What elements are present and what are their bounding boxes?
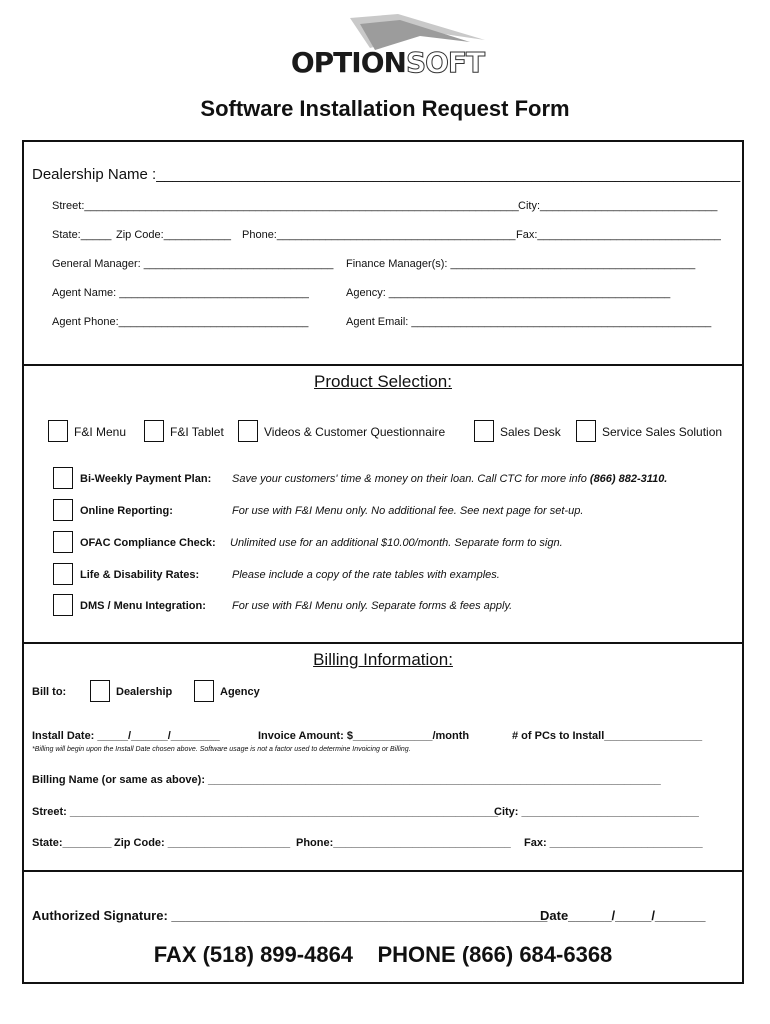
biweekly-desc — [232, 473, 667, 485]
bill-dealership-label: Dealership — [116, 686, 173, 698]
phone-number: PHONE (866) 684-6368 — [377, 942, 613, 967]
general-manager-field[interactable]: General Manager: _______________________________ — [52, 258, 334, 270]
authorized-signature-field[interactable]: Authorized Signature: ____________________________________________________ — [32, 908, 548, 923]
product-selection-heading: Product Selection: — [314, 372, 452, 391]
pcs-install-field[interactable]: # of PCs to Install________________ — [512, 730, 703, 742]
billing-heading: Billing Information: — [313, 650, 453, 669]
dealership-name-field[interactable]: Dealership Name :______________________________________________________________________ — [32, 166, 741, 183]
fi-tablet-checkbox[interactable] — [144, 420, 164, 442]
billing-note: *Billing will begin upon the Install Date chosen above. Software usage is not a factor used to determine Invoicing or Billing. — [32, 746, 411, 753]
bill-to-label: Bill to: — [32, 686, 67, 698]
billing-section — [22, 642, 744, 872]
fi-menu-label: F&I Menu — [74, 425, 127, 439]
fi-tablet-label: F&I Tablet — [170, 425, 224, 439]
agency-field[interactable]: Agency: ______________________________________________ — [346, 287, 671, 299]
fax-field[interactable]: Fax:______________________________ — [516, 229, 721, 241]
online-reporting-desc: For use with F&I Menu only. No additional fee. See next page for set-up. — [232, 505, 584, 517]
optionsoft-logo — [280, 10, 495, 82]
product-selection-section — [22, 364, 744, 644]
finance-manager-field[interactable]: Finance Manager(s): ________________________________________ — [346, 258, 696, 270]
phone-field[interactable]: Phone:_______________________________________ — [242, 229, 516, 241]
billing-street-field[interactable]: Street: ______________________________________________________________________ — [32, 806, 499, 818]
signature-section — [22, 870, 744, 984]
city-field[interactable]: City:_____________________________ — [518, 200, 718, 212]
form-title: Software Installation Request Form — [200, 96, 570, 121]
dms-integration-desc: For use with F&I Menu only. Separate forms & fees apply. — [232, 600, 513, 612]
life-disability-desc: Please include a copy of the rate tables with examples. — [232, 569, 500, 581]
ofac-label: OFAC Compliance Check: — [80, 537, 216, 549]
life-disability-checkbox[interactable] — [53, 563, 73, 585]
state-field[interactable]: State:_____ — [52, 229, 112, 241]
ofac-checkbox[interactable] — [53, 531, 73, 553]
ofac-desc: Unlimited use for an additional $10.00/month. Separate form to sign. — [230, 537, 563, 549]
dealer-info-section — [22, 140, 744, 366]
service-sales-label: Service Sales Solution — [602, 425, 723, 439]
contact-line — [24, 942, 742, 968]
biweekly-label: Bi-Weekly Payment Plan: — [80, 473, 212, 485]
sales-desk-checkbox[interactable] — [474, 420, 494, 442]
biweekly-checkbox[interactable] — [53, 467, 73, 489]
dms-integration-label: DMS / Menu Integration: — [80, 600, 206, 612]
dms-integration-checkbox[interactable] — [53, 594, 73, 616]
bill-agency-checkbox[interactable] — [194, 680, 214, 702]
logo-wordmark — [280, 46, 495, 79]
agent-name-field[interactable]: Agent Name: _______________________________ — [52, 287, 309, 299]
bill-dealership-checkbox[interactable] — [90, 680, 110, 702]
online-reporting-checkbox[interactable] — [53, 499, 73, 521]
billing-city-field[interactable]: City: _____________________________ — [494, 806, 699, 818]
billing-name-field[interactable]: Billing Name (or same as above): __________________________________________________________________________ — [32, 774, 661, 786]
online-reporting-label: Online Reporting: — [80, 505, 173, 517]
install-date-field[interactable]: Install Date: _____/______/________ — [32, 730, 220, 742]
life-disability-label: Life & Disability Rates: — [80, 569, 200, 581]
fi-menu-checkbox[interactable] — [48, 420, 68, 442]
agent-phone-field[interactable]: Agent Phone:_______________________________ — [52, 316, 309, 328]
ctc-phone: (866) 882-3110. — [589, 473, 668, 485]
logo-brand-b: SOFT — [405, 46, 485, 79]
street-field[interactable]: Street:_______________________________________________________________________ — [52, 200, 519, 212]
videos-questionnaire-label: Videos & Customer Questionnaire — [264, 425, 446, 439]
sales-desk-label: Sales Desk — [500, 425, 561, 439]
logo-brand-a: OPTION — [290, 46, 406, 79]
bill-agency-label: Agency — [220, 686, 260, 698]
fax-number: FAX (518) 899-4864 — [153, 942, 354, 967]
agent-email-field[interactable]: Agent Email: _________________________________________________ — [346, 316, 712, 328]
biweekly-desc-text: Save your customers' time & money on their loan. Call CTC for more info — [232, 473, 590, 485]
videos-questionnaire-checkbox[interactable] — [238, 420, 258, 442]
signature-date-field[interactable]: Date______/_____/_______ — [540, 908, 706, 923]
billing-fax-field[interactable]: Fax: _________________________ — [524, 837, 703, 849]
invoice-amount-field[interactable]: Invoice Amount: $_____________/month — [258, 730, 470, 742]
billing-state-field[interactable]: State:________ — [32, 837, 112, 849]
zip-field[interactable]: Zip Code:___________ — [116, 229, 231, 241]
billing-phone-field[interactable]: Phone:_____________________________ — [296, 837, 511, 849]
service-sales-checkbox[interactable] — [576, 420, 596, 442]
billing-zip-field[interactable]: Zip Code: ____________________ — [114, 837, 291, 849]
